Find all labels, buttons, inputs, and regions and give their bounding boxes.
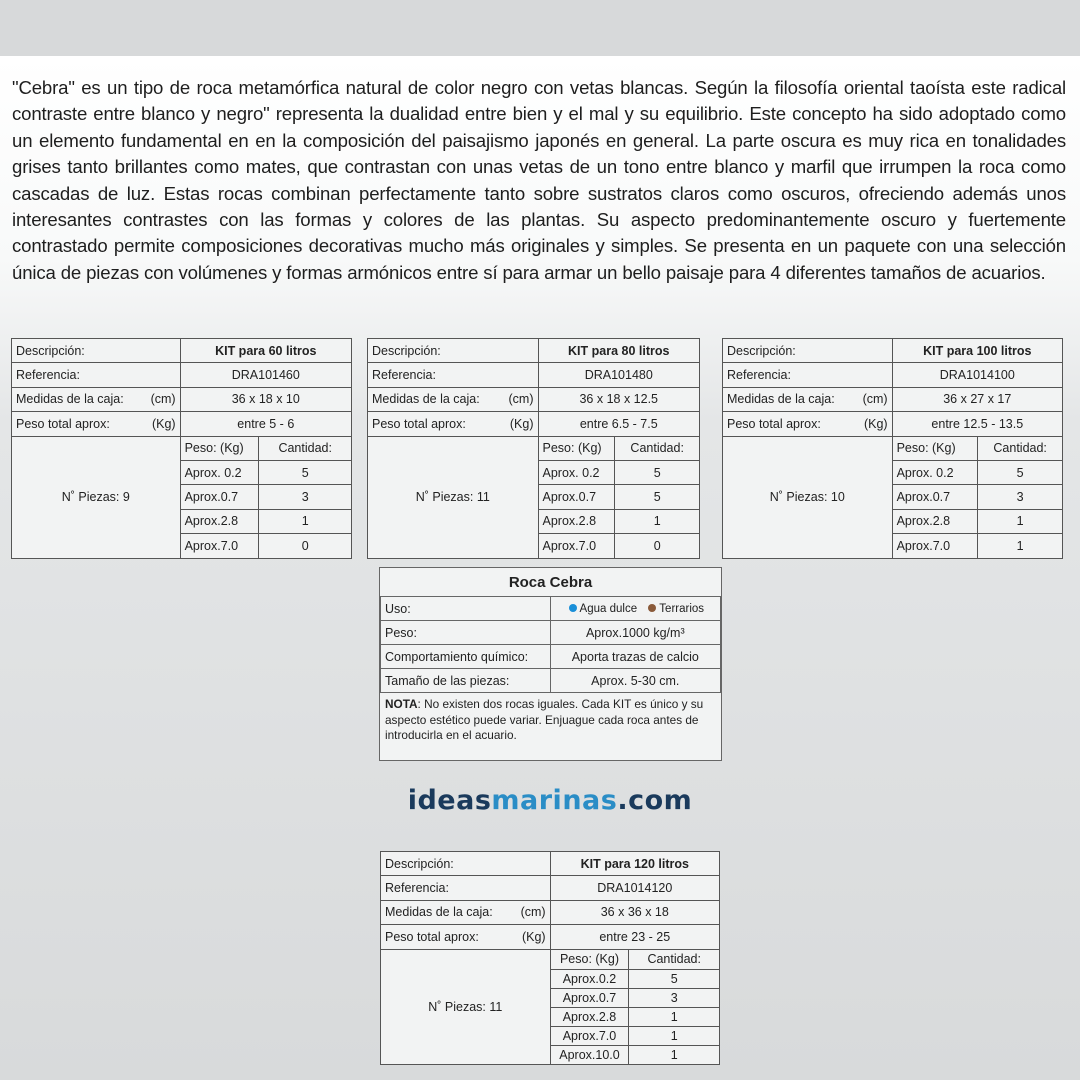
uso-terrarios: Terrarios (659, 602, 705, 615)
kit-table-60 (11, 338, 352, 559)
row-cantidad: 1 (629, 1045, 720, 1064)
peso-total-unit: (Kg) (509, 416, 534, 431)
row-peso: Aprox. 0.2 (892, 460, 978, 484)
peso-total-label (723, 412, 893, 436)
row-cantidad: 1 (629, 1007, 720, 1026)
brand-part1: ideas (407, 785, 492, 816)
row-cantidad: 3 (629, 988, 720, 1007)
kit-medidas: 36 x 27 x 17 (892, 387, 1062, 411)
row-peso: Aprox.7.0 (180, 534, 259, 558)
row-peso: Aprox. 0.2 (538, 460, 615, 484)
kit-piezas: N˚ Piezas: 11 (368, 436, 539, 558)
peso-total-unit: (Kg) (863, 416, 888, 431)
kit-peso: entre 5 - 6 (180, 412, 351, 436)
peso-total-label (12, 412, 181, 436)
kit-ref: DRA101460 (180, 363, 351, 387)
row-peso: Aprox.0.7 (550, 988, 629, 1007)
peso-total-label (368, 412, 539, 436)
row-cantidad: 1 (978, 534, 1063, 558)
row-cantidad: 0 (259, 534, 352, 558)
row-peso: Aprox. 0.2 (180, 460, 259, 484)
kit-medidas: 36 x 36 x 18 (550, 900, 719, 924)
peso-total-label (381, 925, 551, 949)
kit-peso: entre 23 - 25 (550, 925, 719, 949)
props-title: Roca Cebra (381, 568, 721, 597)
nota-text (380, 693, 721, 748)
row-peso: Aprox.2.8 (180, 509, 259, 533)
peso-kg-header: Peso: (Kg) (180, 436, 259, 460)
descripcion-label: Descripción: (723, 339, 893, 363)
row-peso: Aprox.7.0 (538, 534, 615, 558)
brand-part3: .com (617, 785, 693, 816)
row-cantidad: 3 (259, 485, 352, 509)
tamano-value: Aprox. 5-30 cm. (550, 669, 720, 693)
medidas-label-text: Medidas de la caja: (372, 392, 480, 407)
cantidad-header: Cantidad: (615, 436, 700, 460)
descripcion-label: Descripción: (381, 852, 551, 876)
row-cantidad: 1 (629, 1026, 720, 1045)
kit-ref: DRA1014100 (892, 363, 1062, 387)
product-description: "Cebra" es un tipo de roca metamórfica natural de color negro con vetas blancas. Según la filosofía oriental taoísta este radical contraste entre blanco y negro" representa la dualidad entre bien y el mal y su equilibrio. Este concepto ha sido adoptado como un elemento fundamental en en la composición del paisajismo japonés en general. La parte oscura es muy rica en tonalidades grises tanto brillantes como mates, que contrastan con unas vetas de un tono entre blanco y marfil que irrumpen la roca como cascadas de luz. Estas rocas combinan perfectamente tanto sobre sustratos claros como oscuros, ofreciendo además unos interesantes contrastes con las formas y colores de las plantas. Su aspecto predominantemente oscuro y fuertemente contrastado permite composiciones decorativas mucho más originales y simples. Se presenta en un paquete con una selección única de piezas con volúmenes y formas armónicos entre sí para armar un bello paisaje para 4 diferentes tamaños de acuarios. (12, 77, 1066, 283)
terrarios-dot-icon (648, 604, 656, 612)
peso-kg-header: Peso: (Kg) (892, 436, 978, 460)
nota-bold: NOTA (385, 697, 418, 711)
kit-peso: entre 12.5 - 13.5 (892, 412, 1062, 436)
row-cantidad: 1 (615, 509, 700, 533)
medidas-label (723, 387, 893, 411)
kit-piezas: N˚ Piezas: 11 (381, 949, 551, 1064)
kit-ref: DRA101480 (538, 363, 699, 387)
agua-dulce-dot-icon (569, 604, 577, 612)
brand-part2: marinas (491, 785, 618, 816)
cantidad-header: Cantidad: (978, 436, 1063, 460)
uso-agua: Agua dulce (579, 602, 638, 615)
peso-total-label-text: Peso total aprox: (727, 416, 821, 431)
row-peso: Aprox.10.0 (550, 1045, 629, 1064)
kit-peso: entre 6.5 - 7.5 (538, 412, 699, 436)
row-peso: Aprox.7.0 (550, 1026, 629, 1045)
kit-title: KIT para 60 litros (180, 339, 351, 363)
uso-values (550, 597, 720, 621)
row-peso: Aprox.2.8 (538, 509, 615, 533)
peso-total-unit: (Kg) (151, 416, 176, 431)
tamano-label: Tamaño de las piezas: (381, 669, 551, 693)
peso-kg-header: Peso: (Kg) (550, 949, 629, 969)
cantidad-header: Cantidad: (629, 949, 720, 969)
medidas-label (368, 387, 539, 411)
row-cantidad: 3 (978, 485, 1063, 509)
row-peso: Aprox.7.0 (892, 534, 978, 558)
kit-title: KIT para 120 litros (550, 852, 719, 876)
medidas-unit: (cm) (508, 392, 534, 407)
kit-title: KIT para 80 litros (538, 339, 699, 363)
row-cantidad: 1 (259, 509, 352, 533)
kit-piezas: N˚ Piezas: 10 (723, 436, 893, 558)
peso-value: Aprox.1000 kg/m³ (550, 621, 720, 645)
medidas-label (381, 900, 551, 924)
peso-total-label-text: Peso total aprox: (372, 416, 466, 431)
cantidad-header: Cantidad: (259, 436, 352, 460)
row-cantidad: 5 (978, 460, 1063, 484)
quimico-value: Aporta trazas de calcio (550, 645, 720, 669)
quimico-label: Comportamiento químico: (381, 645, 551, 669)
row-peso: Aprox.2.8 (892, 509, 978, 533)
row-peso: Aprox.0.7 (180, 485, 259, 509)
row-cantidad: 5 (615, 485, 700, 509)
referencia-label: Referencia: (12, 363, 181, 387)
row-cantidad: 5 (629, 969, 720, 988)
peso-kg-header: Peso: (Kg) (538, 436, 615, 460)
row-peso: Aprox.0.2 (550, 969, 629, 988)
medidas-unit: (cm) (862, 392, 888, 407)
brand-logo (380, 785, 720, 816)
kit-table-100 (722, 338, 1063, 559)
row-peso: Aprox.0.7 (538, 485, 615, 509)
kit-ref: DRA1014120 (550, 876, 719, 900)
row-cantidad: 0 (615, 534, 700, 558)
peso-total-label-text: Peso total aprox: (16, 416, 110, 431)
row-peso: Aprox.0.7 (892, 485, 978, 509)
kit-title: KIT para 100 litros (892, 339, 1062, 363)
row-cantidad: 1 (978, 509, 1063, 533)
referencia-label: Referencia: (381, 876, 551, 900)
medidas-label-text: Medidas de la caja: (16, 392, 124, 407)
medidas-label-text: Medidas de la caja: (727, 392, 835, 407)
medidas-unit: (cm) (520, 905, 546, 920)
kit-table-80 (367, 338, 700, 559)
referencia-label: Referencia: (368, 363, 539, 387)
row-peso: Aprox.2.8 (550, 1007, 629, 1026)
nota-body: : No existen dos rocas iguales. Cada KIT es único y su aspecto estético puede variar. Enjuague cada roca antes de introducirla en el acuario. (385, 697, 704, 742)
kit-medidas: 36 x 18 x 12.5 (538, 387, 699, 411)
medidas-unit: (cm) (150, 392, 176, 407)
row-cantidad: 5 (259, 460, 352, 484)
kit-medidas: 36 x 18 x 10 (180, 387, 351, 411)
descripcion-label: Descripción: (368, 339, 539, 363)
kit-table-120 (380, 851, 720, 1065)
medidas-label (12, 387, 181, 411)
peso-label: Peso: (381, 621, 551, 645)
medidas-label-text: Medidas de la caja: (385, 905, 493, 920)
row-cantidad: 5 (615, 460, 700, 484)
roca-cebra-properties (379, 567, 722, 761)
referencia-label: Referencia: (723, 363, 893, 387)
descripcion-label: Descripción: (12, 339, 181, 363)
peso-total-unit: (Kg) (521, 929, 546, 944)
kit-piezas: N˚ Piezas: 9 (12, 436, 181, 558)
peso-total-label-text: Peso total aprox: (385, 929, 479, 944)
uso-label: Uso: (381, 597, 551, 621)
